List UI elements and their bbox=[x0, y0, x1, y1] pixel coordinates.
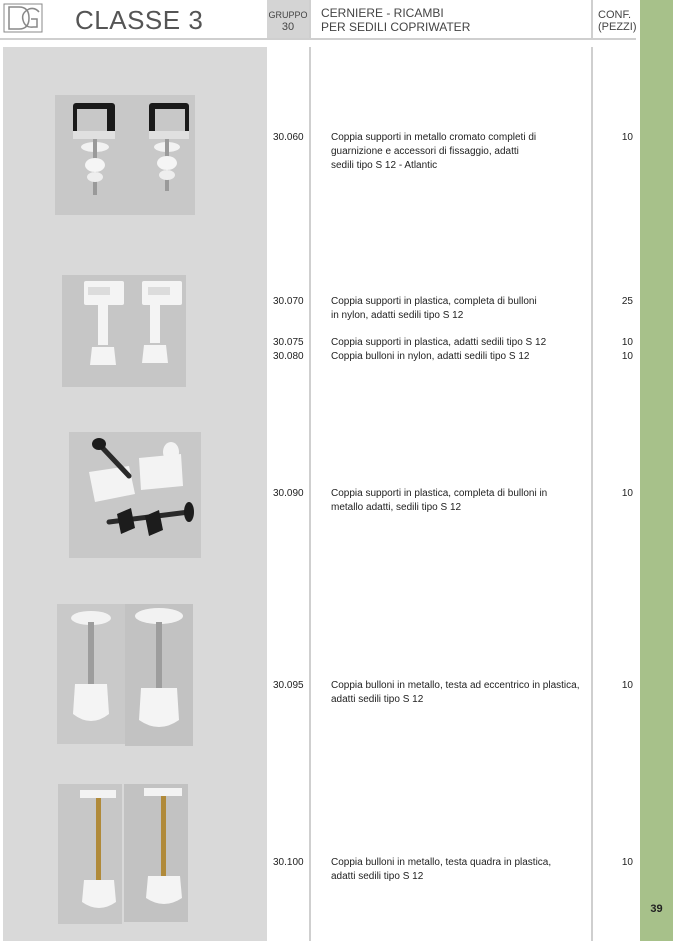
plastic-hinge-metal-bolts-photo bbox=[69, 432, 201, 558]
description-line: adatti sedili tipo S 12 bbox=[331, 694, 424, 705]
page-number: 39 bbox=[650, 903, 663, 915]
product-quantity: 10 bbox=[621, 351, 633, 362]
eccentric-bolt-pair-photo bbox=[57, 604, 193, 746]
product-quantity: 10 bbox=[621, 680, 633, 691]
product-quantity: 10 bbox=[621, 337, 633, 348]
category-title bbox=[321, 6, 470, 34]
product-quantity: 10 bbox=[621, 488, 633, 499]
product-description bbox=[331, 856, 581, 884]
plastic-hinge-pair-photo bbox=[62, 275, 186, 387]
category-title-line: CERNIERE - RICAMBI bbox=[321, 6, 444, 20]
square-head-bolt-pair-photo bbox=[58, 784, 188, 924]
product-code: 30.060 bbox=[273, 132, 304, 143]
gruppo-number: 30 bbox=[281, 21, 295, 33]
description-line: guarnizione e accessori di fissaggio, adatti bbox=[331, 146, 519, 157]
product-description bbox=[331, 295, 581, 323]
column-divider bbox=[591, 47, 593, 941]
product-code: 30.090 bbox=[273, 488, 304, 499]
page-title: CLASSE 3 bbox=[75, 5, 204, 35]
header-divider bbox=[0, 38, 636, 40]
description-line: metallo adatti, sedili tipo S 12 bbox=[331, 502, 462, 513]
conf-unit: (PEZZI) bbox=[598, 21, 637, 33]
conf-label: CONF. bbox=[598, 9, 631, 21]
product-quantity: 10 bbox=[621, 857, 633, 868]
description-line: Coppia bulloni in nylon, adatti sedili tipo S 12 bbox=[331, 351, 530, 362]
description-line: Coppia bulloni in metallo, testa ad eccentrico in plastica, bbox=[331, 680, 580, 691]
product-code: 30.080 bbox=[273, 351, 304, 362]
side-tab bbox=[640, 0, 673, 941]
product-description bbox=[331, 336, 581, 350]
category-title-line: PER SEDILI COPRIWATER bbox=[321, 20, 471, 34]
product-code: 30.070 bbox=[273, 296, 304, 307]
product-quantity: 25 bbox=[621, 296, 633, 307]
chrome-hinge-pair-photo bbox=[55, 95, 195, 215]
product-code: 30.100 bbox=[273, 857, 304, 868]
description-line: in nylon, adatti sedili tipo S 12 bbox=[331, 310, 464, 321]
product-code: 30.095 bbox=[273, 680, 304, 691]
description-line: Coppia supporti in metallo cromato completi di bbox=[331, 132, 537, 143]
description-line: sedili tipo S 12 - Atlantic bbox=[331, 160, 438, 171]
product-code: 30.075 bbox=[273, 337, 304, 348]
product-description bbox=[331, 679, 581, 707]
description-line: Coppia supporti in plastica, completa di bulloni in bbox=[331, 488, 548, 499]
product-description bbox=[331, 487, 581, 515]
column-divider bbox=[309, 47, 311, 941]
gruppo-box bbox=[267, 0, 309, 38]
product-quantity: 10 bbox=[621, 132, 633, 143]
header-column-divider bbox=[591, 0, 593, 38]
page-header bbox=[0, 0, 640, 40]
description-line: Coppia supporti in plastica, adatti sedili tipo S 12 bbox=[331, 337, 547, 348]
description-line: adatti sedili tipo S 12 bbox=[331, 871, 424, 882]
gruppo-label: GRUPPO bbox=[268, 10, 308, 20]
header-column-divider bbox=[309, 0, 311, 38]
company-logo-icon bbox=[3, 3, 43, 33]
description-line: Coppia bulloni in metallo, testa quadra in plastica, bbox=[331, 857, 552, 868]
conf-header bbox=[598, 9, 637, 33]
description-line: Coppia supporti in plastica, completa di bulloni bbox=[331, 296, 537, 307]
product-description bbox=[331, 350, 581, 364]
product-description bbox=[331, 131, 581, 173]
